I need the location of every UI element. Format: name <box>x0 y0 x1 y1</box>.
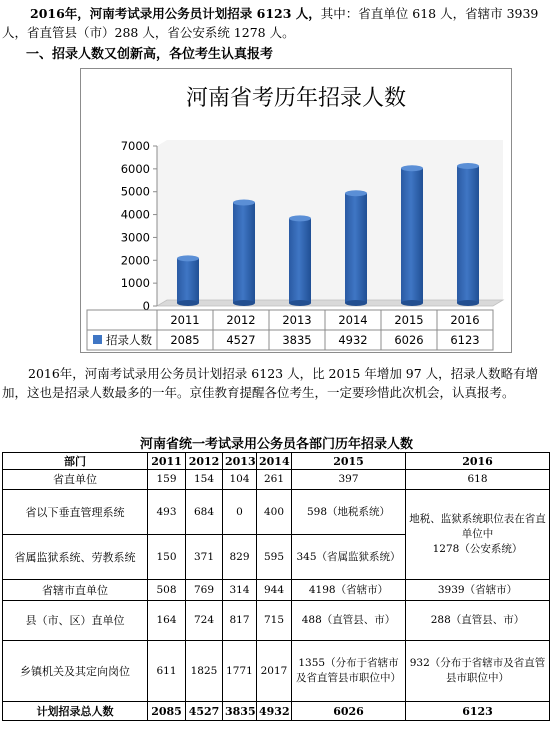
cell: 288（直管县、市） <box>406 601 550 641</box>
cell: 932（分布于省辖市及省直管县市职位中） <box>406 641 550 702</box>
bar-top <box>177 255 199 261</box>
bar-bottom <box>457 300 479 306</box>
cell-dept: 乡镇机关及其定向岗位 <box>3 641 148 702</box>
bar-top <box>233 200 255 206</box>
table-row <box>3 470 550 490</box>
cell: 397 <box>292 470 406 490</box>
data-label: 6123 <box>450 333 480 347</box>
table-title: 河南省统一考试录用公务员各部门历年招录人数 <box>139 437 413 452</box>
bar-top <box>289 215 311 221</box>
cell: 6123 <box>406 702 550 721</box>
cell: 1355（分布于省辖市及省直管县市职位中） <box>292 641 406 702</box>
cell: 3835 <box>223 702 257 721</box>
cell: 4932 <box>257 702 292 721</box>
bar <box>345 193 367 303</box>
table-total-row <box>3 702 550 721</box>
data-label: 6026 <box>394 333 424 347</box>
bar-bottom <box>177 300 199 306</box>
table-row <box>3 601 550 641</box>
cell: 0 <box>223 490 257 535</box>
bar-top <box>457 163 479 169</box>
cell: 1771 <box>223 641 257 702</box>
cell: 684 <box>186 490 223 535</box>
header-2011: 2011 <box>148 453 186 470</box>
bar <box>457 166 479 303</box>
recruitment-table <box>2 452 550 721</box>
chart-back-wall <box>157 140 503 306</box>
bar-bottom <box>289 300 311 306</box>
cell: 611 <box>148 641 186 702</box>
cell-dept: 省辖市直单位 <box>3 580 148 601</box>
legend-label: 招录人数 <box>106 333 152 347</box>
merged-note: 地税、监狱系统职位表在省直单位中 <box>409 513 546 540</box>
intro-paragraph <box>2 4 550 42</box>
bar-top <box>401 165 423 171</box>
bar-chart <box>80 68 512 353</box>
cell: 598（地税系统） <box>292 490 406 535</box>
data-label: 2085 <box>170 333 200 347</box>
cell: 345（省属监狱系统） <box>292 535 406 580</box>
x-tick-label: 2012 <box>226 313 256 327</box>
cell: 508 <box>148 580 186 601</box>
cell: 724 <box>186 601 223 641</box>
cell: 2017 <box>257 641 292 702</box>
bar <box>177 258 199 303</box>
cell: 104 <box>223 470 257 490</box>
intro-lead: 2016年，河南考试录用公务员计划招录 6123 人， <box>30 6 321 21</box>
y-tick-label: 4000 <box>120 207 150 222</box>
cell: 314 <box>223 580 257 601</box>
y-tick-label: 3000 <box>120 230 150 245</box>
chart-floor <box>157 300 503 306</box>
data-label: 4932 <box>338 333 368 347</box>
header-2013: 2013 <box>223 453 257 470</box>
bar <box>401 168 423 303</box>
cell: 154 <box>186 470 223 490</box>
cell-dept: 省属监狱系统、劳教系统 <box>3 535 148 580</box>
intro-rest: 其中：省直单位 618 人，省辖市 3939 人，省直管县（市）288 人，省公安系统 1278 人。 <box>2 6 539 40</box>
header-2014: 2014 <box>257 453 292 470</box>
cell: 488（直管县、市） <box>292 601 406 641</box>
table-row <box>3 490 550 535</box>
cell-merged-2016 <box>406 490 550 580</box>
cell-dept: 县（市、区）直单位 <box>3 601 148 641</box>
cell: 6026 <box>292 702 406 721</box>
cell: 3939（省辖市） <box>406 580 550 601</box>
x-tick-label: 2011 <box>170 313 200 327</box>
cell: 817 <box>223 601 257 641</box>
cell: 164 <box>148 601 186 641</box>
body-paragraph: 2016年，河南考试录用公务员计划招录 6123 人，比 2015 年增加 97 人，招录人数略有增加，这也是招录人数最多的一年。京佳教育提醒各位考生，一定要珍惜此次机会，认真报考。 <box>2 366 539 400</box>
bar <box>289 218 311 303</box>
data-label: 3835 <box>282 333 312 347</box>
y-tick-label: 5000 <box>120 184 150 199</box>
table-row <box>3 580 550 601</box>
header-2015: 2015 <box>292 453 406 470</box>
x-tick-label: 2015 <box>394 313 424 327</box>
y-tick-label: 1000 <box>120 276 150 291</box>
cell-dept: 省以下垂直管理系统 <box>3 490 148 535</box>
cell: 4198（省辖市） <box>292 580 406 601</box>
legend-swatch <box>93 335 102 344</box>
bar-chart-svg <box>81 69 511 352</box>
y-tick-label: 6000 <box>120 161 150 176</box>
chart-title: 河南省考历年招录人数 <box>185 86 407 111</box>
x-tick-label: 2016 <box>450 313 480 327</box>
bar-top <box>345 190 367 196</box>
cell-dept: 计划招录总人数 <box>3 702 148 721</box>
cell: 2085 <box>148 702 186 721</box>
cell-dept: 省直单位 <box>3 470 148 490</box>
cell: 618 <box>406 470 550 490</box>
cell: 493 <box>148 490 186 535</box>
cell: 769 <box>186 580 223 601</box>
cell: 829 <box>223 535 257 580</box>
y-tick-label: 2000 <box>120 253 150 268</box>
cell: 150 <box>148 535 186 580</box>
bar-bottom <box>401 300 423 306</box>
header-dept: 部门 <box>3 453 148 470</box>
y-tick-label: 0 <box>142 299 150 313</box>
data-label: 4527 <box>226 333 256 347</box>
cell: 595 <box>257 535 292 580</box>
cell: 400 <box>257 490 292 535</box>
cell: 261 <box>257 470 292 490</box>
cell: 371 <box>186 535 223 580</box>
cell: 4527 <box>186 702 223 721</box>
cell: 1278（公安系统） <box>432 543 523 555</box>
bar-bottom <box>345 300 367 306</box>
section-heading: 一、招录人数又创新高，各位考生认真报考 <box>26 47 274 62</box>
x-tick-label: 2014 <box>338 313 368 327</box>
table-header-row <box>3 453 550 470</box>
header-2012: 2012 <box>186 453 223 470</box>
cell: 715 <box>257 601 292 641</box>
y-tick-label: 7000 <box>120 139 150 153</box>
cell: 1825 <box>186 641 223 702</box>
bar <box>233 203 255 303</box>
header-2016: 2016 <box>406 453 550 470</box>
x-tick-label: 2013 <box>282 313 312 327</box>
cell: 944 <box>257 580 292 601</box>
bar-bottom <box>233 300 255 306</box>
table-row <box>3 641 550 702</box>
cell: 159 <box>148 470 186 490</box>
